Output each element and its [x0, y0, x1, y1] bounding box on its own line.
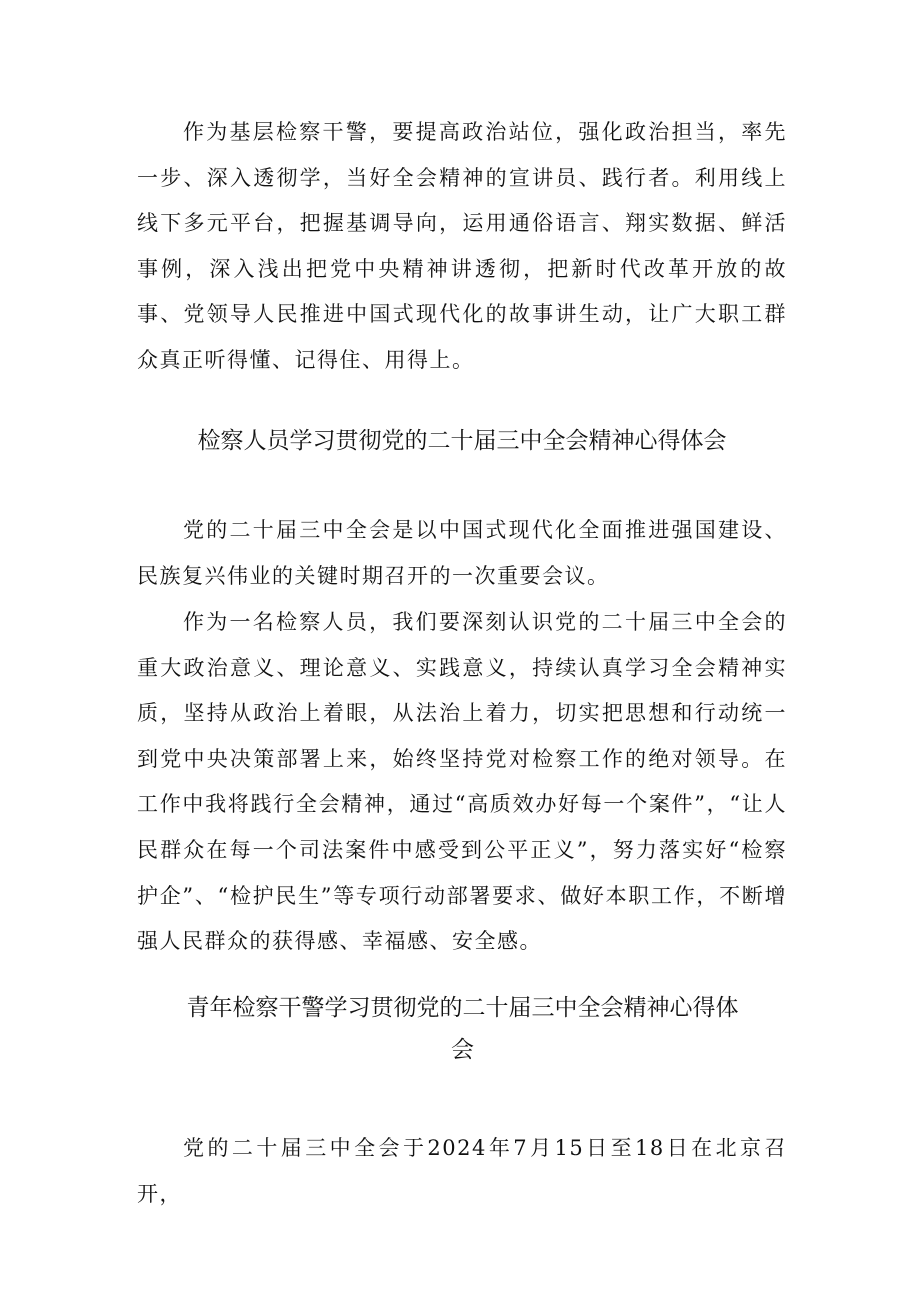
section-heading-young-prosecutors: 青年检察干警学习贯彻党的二十届三中全会精神心得体会 — [186, 995, 739, 1063]
paragraph-prosecutor-role: 作为基层检察干警，要提高政治站位，强化政治担当，率先一步、深入透彻学，当好全会精神的宣讲员、践行者。利用线上线下多元平台，把握基调导向，运用通俗语言、翔实数据、鲜活事例，深入浅出把党中央精神讲透彻，把新时代改革开放的故事、党领导人民推进中国式现代化的故事讲生动，让广大职工群众真正听得懂、记得住、用得上。 — [137, 120, 787, 372]
paragraph-prosecutor-commitment: 作为一名检察人员，我们要深刻认识党的二十届三中全会的重大政治意义、理论意义、实践意义，持续认真学习全会精神实质，坚持从政治上着眼，从法治上着力，切实把思想和行动统一到党中央决策部署上来，始终坚持党对检察工作的绝对领导。在工作中我将践行全会精神，通过“高质效办好每一个案件”，“让人民群众在每一个司法案件中感受到公平正义”，努力落实好“检察护企”、“检护民生”等专项行动部署要求、做好本职工作，不断增强人民群众的获得感、幸福感、安全感。 — [137, 610, 787, 954]
paragraph-plenum-date: 党的二十届三中全会于2024年7月15日至18日在北京召开， — [137, 1136, 787, 1206]
paragraph-plenum-intro: 党的二十届三中全会是以中国式现代化全面推进强国建设、民族复兴伟业的关键时期召开的一次重要会议。 — [137, 518, 787, 588]
section-heading-prosecutors: 检察人员学习贯彻党的二十届三中全会精神心得体会 — [197, 428, 727, 454]
